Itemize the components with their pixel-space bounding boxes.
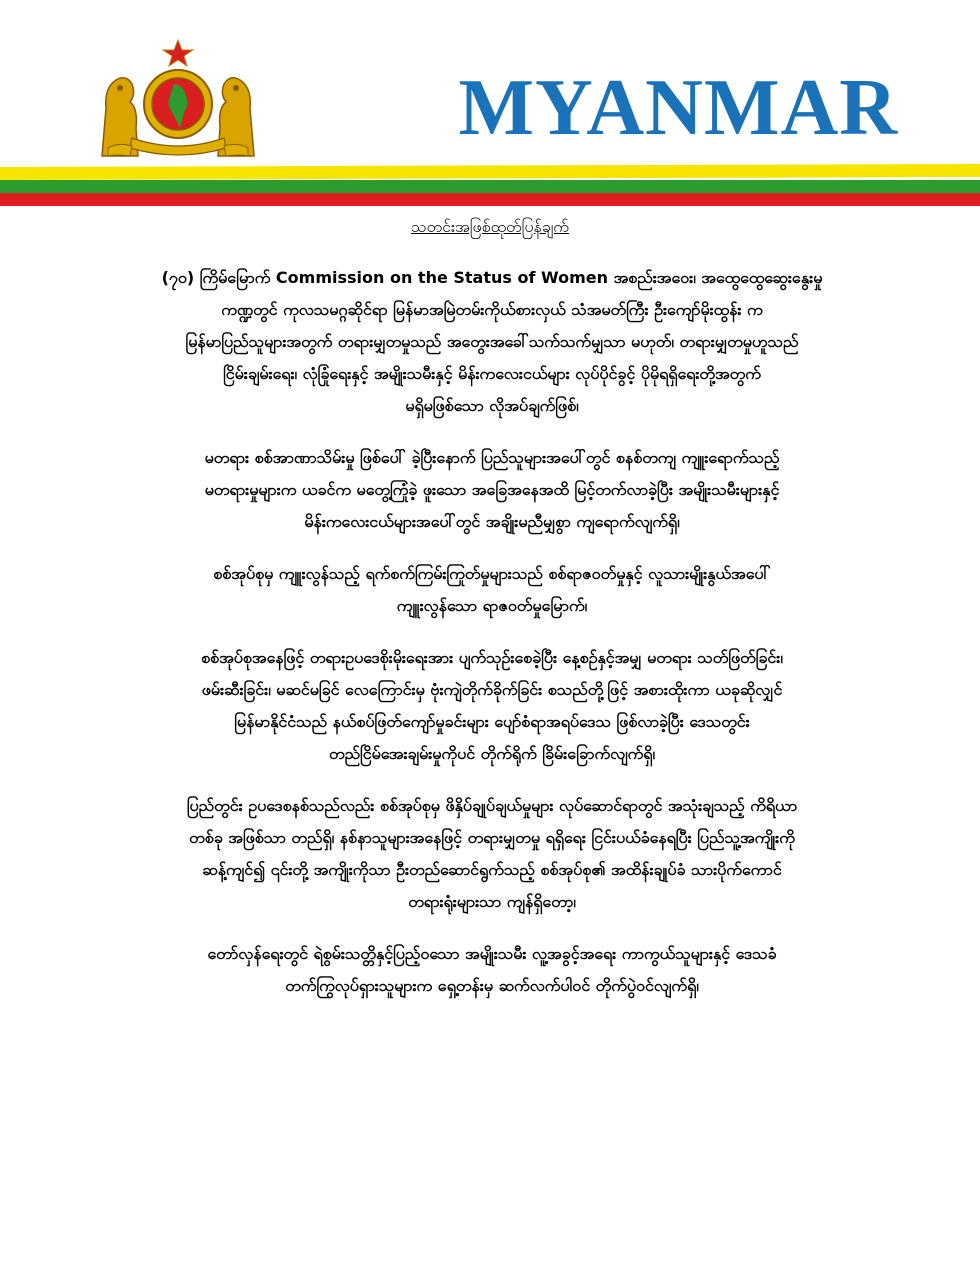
paragraph-line: မြန်မာပြည်သူများအတွက် တရားမျှတမှုသည် အတွေးအခေါ်သက်သက်မျှသာ မဟုတ်၊ တရားမျှတမှုဟူသည် [185,332,799,351]
page-title: MYANMAR [458,64,898,152]
paragraph-line: တစ်ခု အဖြစ်သာ တည်ရှိ၊ နစ်နာသူများအနေဖြင့် တရားမျှတမှု ရရှိရေး ငြင်းပယ်ခံနေရပြီး ပြည်သူ့အကျိုးကို [189,828,795,847]
paragraph-line: ငြိမ်းချမ်းရေး၊ လုံခြုံရေးနှင့် အမျိုးသမီးနှင့် မိန်းကလေးငယ်များ လုပ်ပိုင်ခွင့် ပိုမိုရရှိရေးတို့အတွက် [223,364,761,383]
paragraph-line: တရားရုံးများသာ ကျန်ရှိတော့၊ [408,892,576,911]
flag-band-yellow [0,164,980,180]
paragraph-line: (၇၀) ကြိမ်မြောက် Commission on the Status of Women အစည်းအဝေး၊ အထွေထွေဆွေးနွေးမှု [161,268,823,287]
paragraph-line: မိန်းကလေးငယ်များအပေါ်တွင် အချိုးမညီမျှစွာ ကျရောက်လျက်ရှိ၊ [304,512,680,531]
paragraph-line: စစ်အုပ်စုမှ ကျူးလွန်သည့် ရက်စက်ကြမ်းကြုတ်မှုများသည် စစ်ရာဇဝတ်မှုနှင့် လူသားမျိုးနွယ်အပေါ် [213,564,771,583]
paragraph [76,262,908,422]
paragraph-line: ဆန့်ကျင်၍ ၎င်းတို့ အကျိုးကိုသာ ဦးတည်ဆောင်ရွက်သည့် စစ်အုပ်စု၏ အထိန်းချုပ်ခံ သားပိုက်ကောင် [202,860,782,879]
document-body [76,262,908,1022]
paragraph-line: စစ်အုပ်စုအနေဖြင့် တရားဥပဒေစိုးမိုးရေးအား ပျက်သုဉ်းစေခဲ့ပြီး နေ့စဉ်နှင့်အမျှ မတရား သတ်ဖြတ်ခြင်း၊ [201,648,783,667]
paragraph-line: မရှိမဖြစ်သော လိုအပ်ချက်ဖြစ်၊ [405,396,579,415]
paragraph-line: တော်လှန်ရေးတွင် ရဲစွမ်းသတ္တိနှင့်ပြည့်ဝသော အမျိုးသမီး လူ့အခွင့်အရေး ကာကွယ်သူများနှင့် ဒေသခံ [207,944,777,963]
paragraph [76,442,908,538]
flag-band-red [0,193,980,206]
paragraph [76,938,908,1002]
flag-band-green [0,180,980,193]
state-emblem [92,38,264,158]
paragraph-line: တည်ငြိမ်အေးချမ်းမှုကိုပင် တိုက်ရိုက် ခြိမ်းခြောက်လျက်ရှိ၊ [328,744,656,763]
state-seal-icon [92,38,264,158]
paragraph-line: ကျူးလွန်သော ရာဇဝတ်မှုမြောက်၊ [396,596,588,615]
paragraph-line: ကဏ္ဍတွင် ကုလသမဂ္ဂဆိုင်ရာ မြန်မာအမြဲတမ်းကိုယ်စားလှယ် သံအမတ်ကြီး ဦးကျော်မိုးထွန်း က [221,300,763,319]
paragraph-line: မတရား စစ်အာဏာသိမ်းမှု ဖြစ်ပေါ် ခဲ့ပြီးနောက် ပြည်သူများအပေါ်တွင် စနစ်တကျ ကျူးရောက်သည့် [204,448,780,467]
paragraph-line: တက်ကြွလုပ်ရှားသူများက ရှေ့တန်းမှ ဆက်လက်ပါဝင် တိုက်ပွဲဝင်လျက်ရှိ၊ [285,976,699,995]
paragraph [76,558,908,622]
paragraph [76,642,908,770]
document-heading: သတင်းအဖြစ်ထုတ်ပြန်ချက် [411,217,569,236]
paragraph-line: ပြည်တွင်း ဥပဒေစနစ်သည်လည်း စစ်အုပ်စုမှ ဖိနှိပ်ချုပ်ချယ်မှုများ လုပ်ဆောင်ရာတွင် အသုံးချသည့် ကိရိယာ [186,796,798,815]
paragraph-line: မတရားမှုများက ယခင်က မတွေ့ကြုံခဲ့ ဖူးသော အခြေအနေအထိ မြင့်တက်လာခဲ့ပြီး အမျိုးသမီးများနှင့် [204,480,780,499]
paragraph-line: မြန်မာနိုင်ငံသည် နယ်စပ်ဖြတ်ကျော်မှုခင်းများ ပျော်စံရာအရပ်ဒေသ ဖြစ်လာခဲ့ပြီး ဒေသတွင်း [234,712,750,731]
paragraph-line: ဖမ်းဆီးခြင်း၊ မဆင်မခြင် လေကြောင်းမှ ဗုံးကျဲတိုက်ခိုက်ခြင်း စသည်တို့ဖြင့် အစားထိုးကာ ယခုဆိုလျှင် [201,680,783,699]
paragraph [76,790,908,918]
